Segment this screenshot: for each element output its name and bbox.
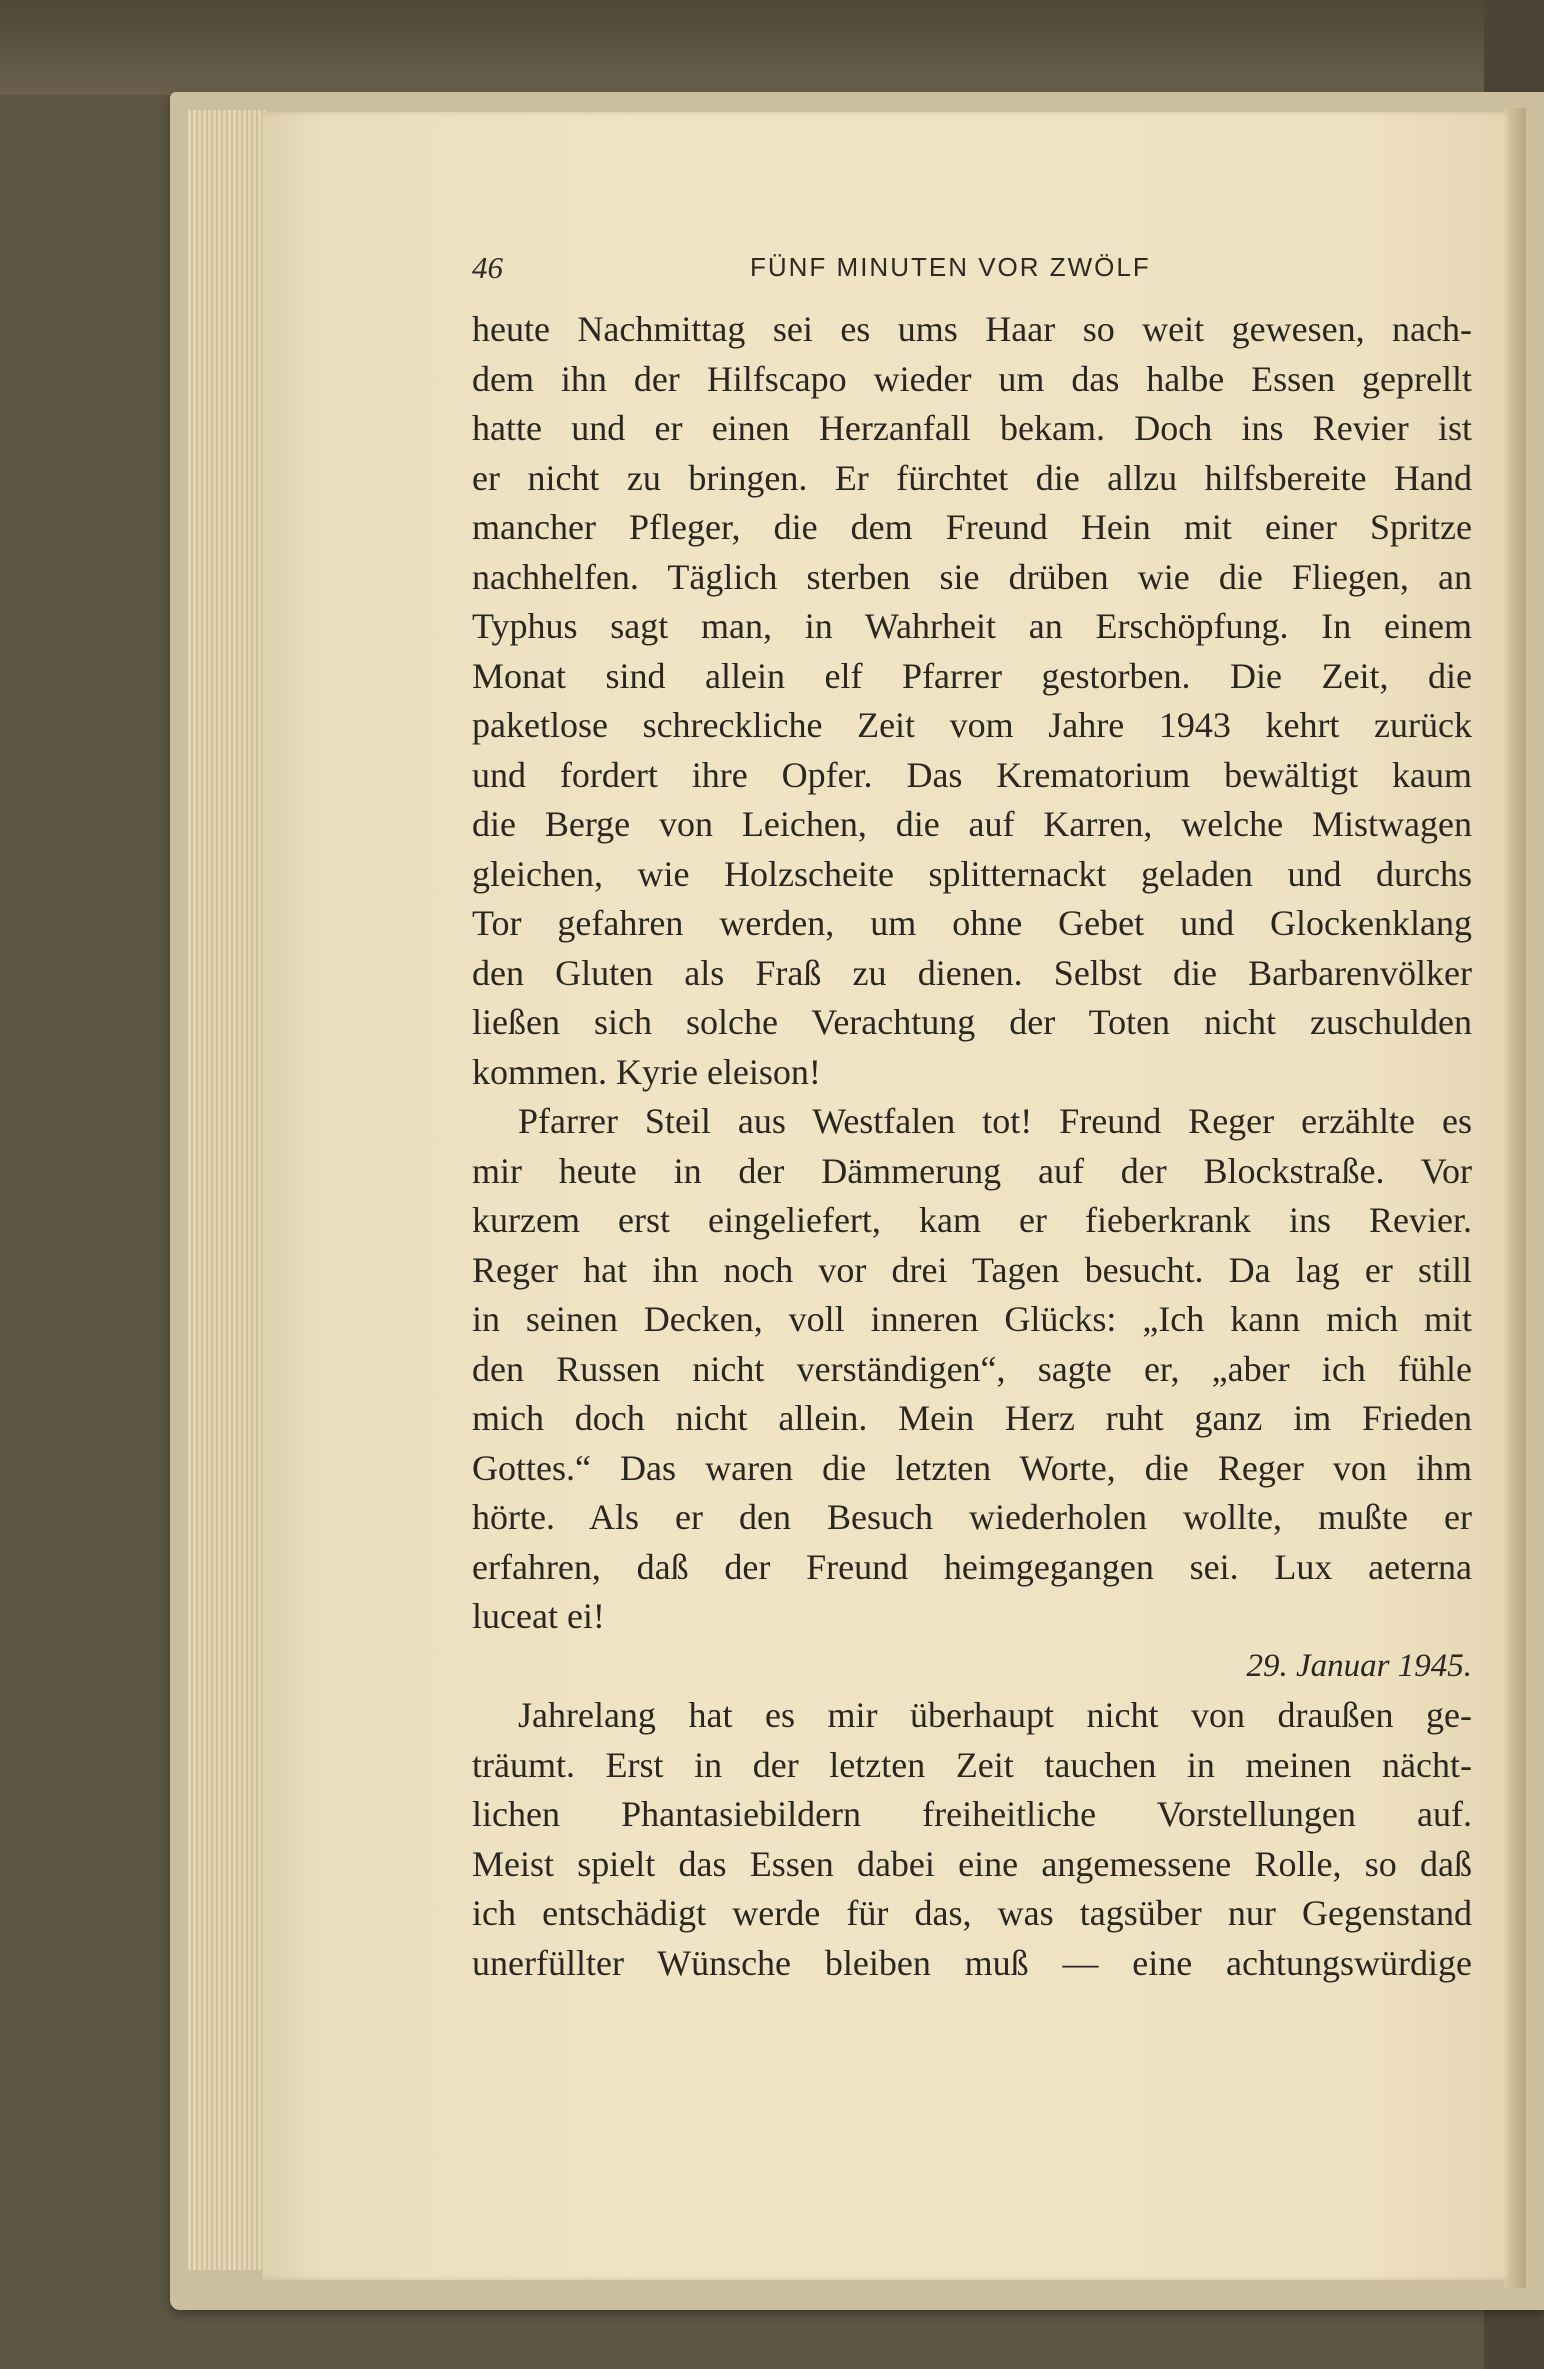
text-line: gleichen, wie Holzscheite splitternackt geladen und durchs [472, 853, 1472, 894]
text-line: und fordert ihre Opfer. Das Krematorium bewältigt kaum [472, 754, 1472, 795]
scan-backdrop [0, 0, 1544, 95]
text-line: hörte. Als er den Besuch wiederholen wollte, mußte er [472, 1497, 1472, 1537]
body-text [472, 305, 1472, 1988]
text-line: dem ihn der Hilfscapo wieder um das halbe Essen geprellt [472, 358, 1472, 399]
text-line: die Berge von Leichen, die auf Karren, welche Mistwagen [472, 804, 1472, 844]
text-line: heute Nachmittag sei es ums Haar so weit gewesen, nach- [472, 309, 1472, 349]
text-line: träumt. Erst in der letzten Zeit tauchen in meinen nächt- [472, 1744, 1472, 1785]
text-line: nachhelfen. Täglich sterben sie drüben wie die Fliegen, an [472, 556, 1472, 597]
text-line: Jahrelang hat es mir überhaupt nicht von draußen ge- [518, 1695, 1472, 1735]
text-line: paketlose schreckliche Zeit vom Jahre 1943 kehrt zurück [472, 705, 1472, 745]
text-line: mancher Pfleger, die dem Freund Hein mit einer Spritze [472, 507, 1472, 547]
text-line: lichen Phantasiebildern freiheitliche Vorstellungen auf. [472, 1794, 1472, 1834]
text-line: Meist spielt das Essen dabei eine angemessene Rolle, so daß [472, 1843, 1472, 1884]
text-line: kommen. Kyrie eleison! [472, 1051, 821, 1092]
text-line: mir heute in der Dämmerung auf der Blockstraße. Vor [472, 1150, 1472, 1191]
text-line: kurzem erst eingeliefert, kam er fieberkrank ins Revier. [472, 1200, 1472, 1240]
text-line: ließen sich solche Verachtung der Toten nicht zuschulden [472, 1002, 1472, 1042]
text-line: Reger hat ihn noch vor drei Tagen besucht. Da lag er still [472, 1249, 1472, 1290]
text-line: unerfüllter Wünsche bleiben muß — eine achtungswürdige [472, 1942, 1472, 1983]
running-title: FÜNF MINUTEN VOR ZWÖLF [750, 252, 1151, 282]
text-line: er nicht zu bringen. Er fürchtet die allzu hilfsbereite Hand [472, 457, 1472, 498]
text-line: mich doch nicht allein. Mein Herz ruht ganz im Frieden [472, 1398, 1472, 1438]
text-line: ich entschädigt werde für das, was tagsüber nur Gegenstand [472, 1893, 1472, 1933]
entry-dateline: 29. Januar 1945. [1246, 1647, 1472, 1684]
text-line: erfahren, daß der Freund heimgegangen sei. Lux aeterna [472, 1546, 1472, 1587]
text-line: luceat ei! [472, 1596, 605, 1636]
page-stack-edge [188, 110, 268, 2270]
text-line: Gottes.“ Das waren die letzten Worte, die Reger von ihm [472, 1447, 1472, 1488]
text-line: den Gluten als Fraß zu dienen. Selbst die Barbarenvölker [472, 952, 1472, 993]
text-line: Typhus sagt man, in Wahrheit an Erschöpfung. In einem [472, 606, 1472, 646]
page-number: 46 [472, 250, 503, 285]
running-head [472, 250, 1482, 290]
text-line: Tor gefahren werden, um ohne Gebet und Glockenklang [472, 903, 1472, 943]
text-line: hatte und er einen Herzanfall bekam. Doch ins Revier ist [472, 408, 1472, 448]
text-line: Pfarrer Steil aus Westfalen tot! Freund Reger erzählte es [518, 1101, 1472, 1141]
text-line: in seinen Decken, voll inneren Glücks: „Ich kann mich mit [472, 1299, 1472, 1339]
text-line: den Russen nicht verständigen“, sagte er, „aber ich fühle [472, 1348, 1472, 1389]
text-line: Monat sind allein elf Pfarrer gestorben. Die Zeit, die [472, 655, 1472, 696]
